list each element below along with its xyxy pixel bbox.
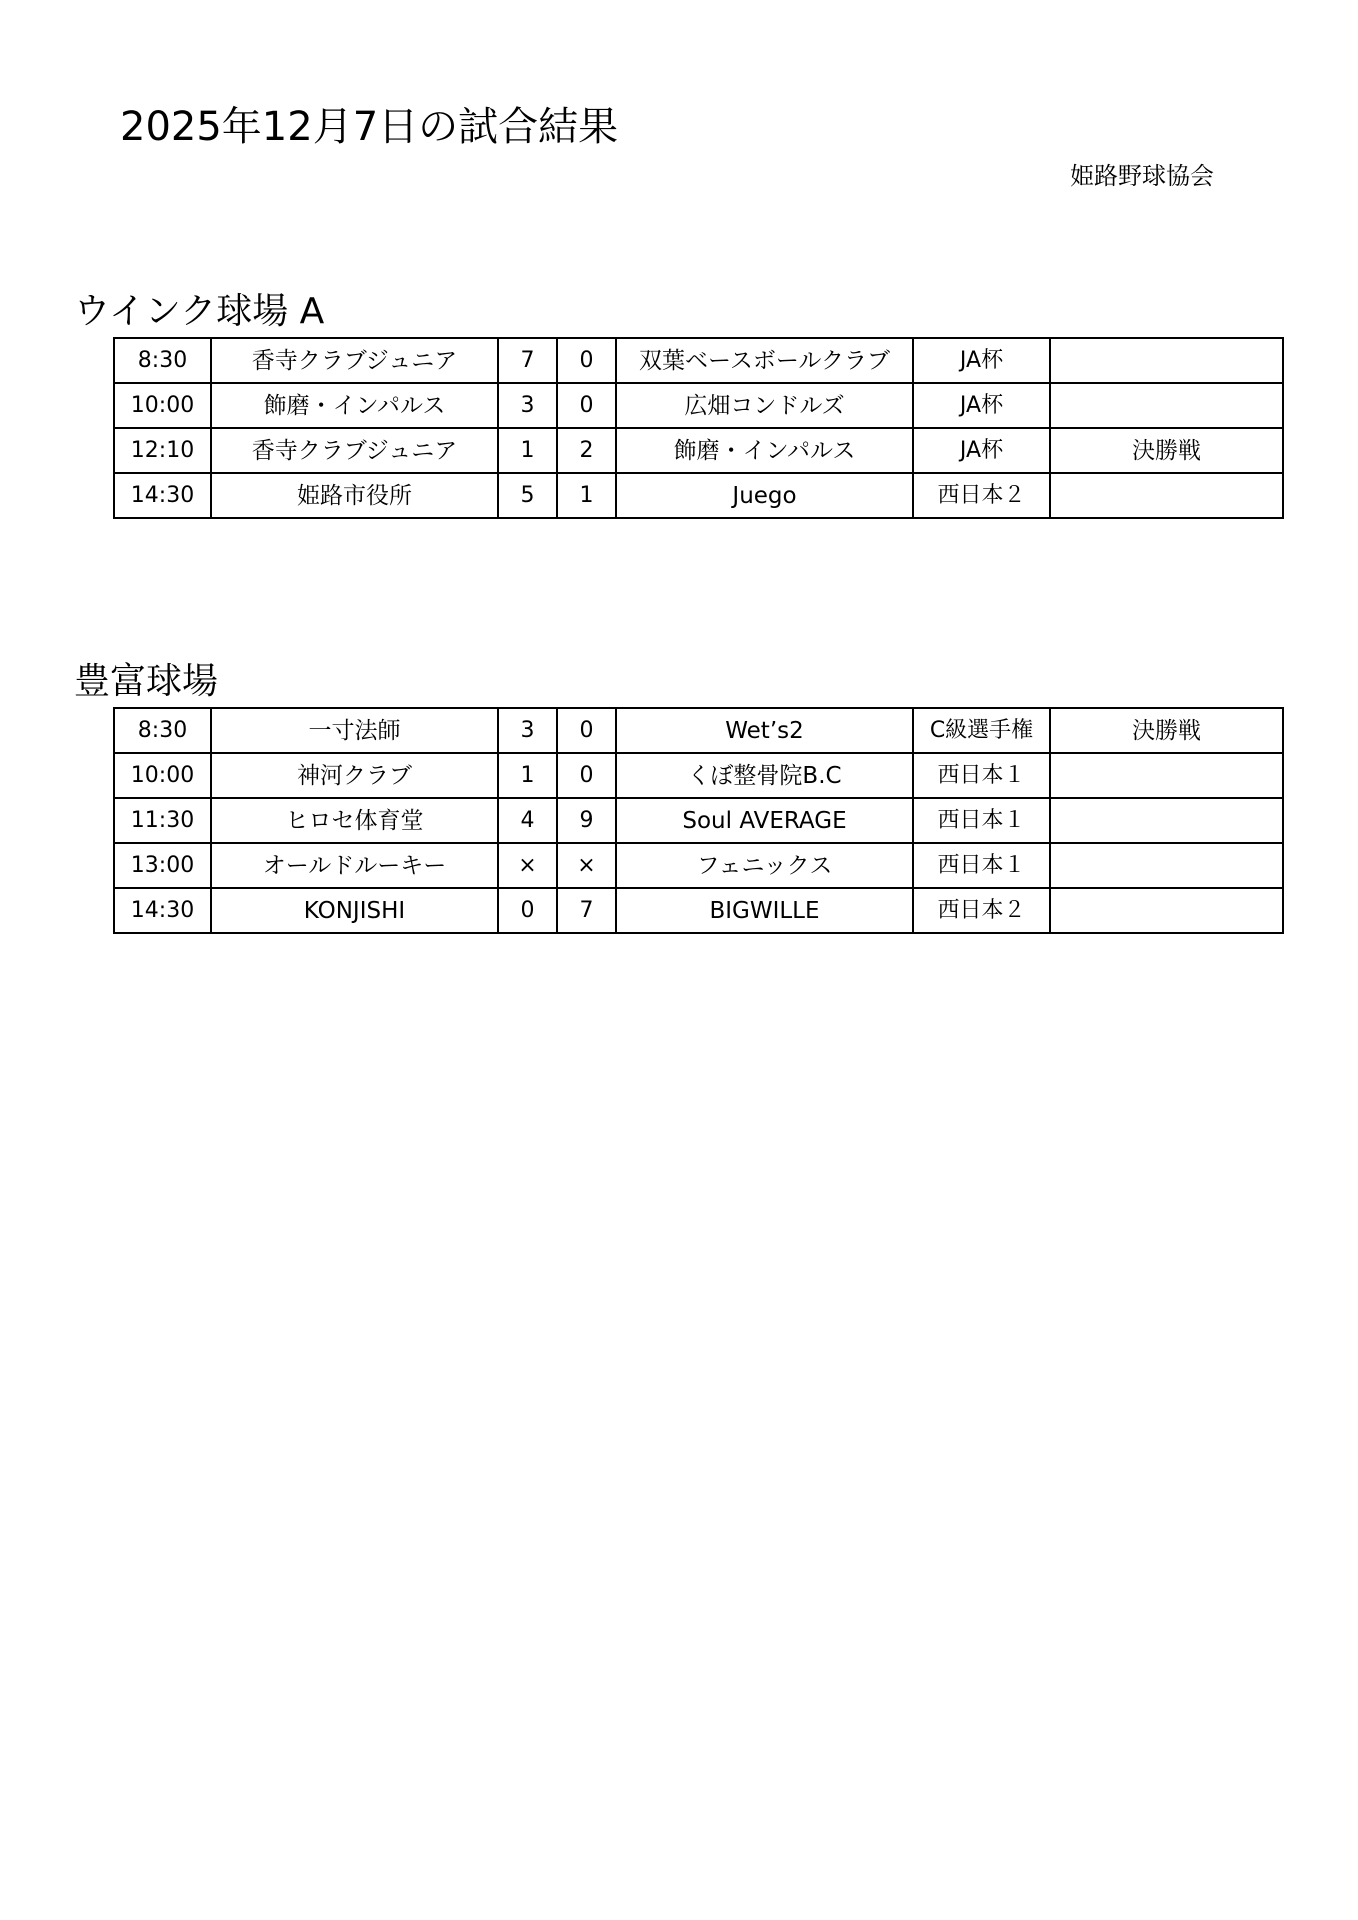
game-time: 10:00 bbox=[114, 753, 211, 798]
tournament: JA杯 bbox=[913, 338, 1050, 383]
game-note bbox=[1050, 843, 1283, 888]
home-team: KONJISHI bbox=[211, 888, 498, 933]
venue-title: ウインク球場 A bbox=[74, 291, 325, 332]
venue-title: 豊富球場 bbox=[74, 661, 219, 702]
game-time: 13:00 bbox=[114, 843, 211, 888]
game-note bbox=[1050, 888, 1283, 933]
away-score: 9 bbox=[557, 798, 616, 843]
home-team: 飾磨・インパルス bbox=[211, 383, 498, 428]
organization-name: 姫路野球協会 bbox=[1070, 162, 1214, 190]
home-team: 香寺クラブジュニア bbox=[211, 338, 498, 383]
home-team: 姫路市役所 bbox=[211, 473, 498, 518]
home-team: 一寸法師 bbox=[211, 708, 498, 753]
home-team: ヒロセ体育堂 bbox=[211, 798, 498, 843]
tournament: JA杯 bbox=[913, 383, 1050, 428]
tournament: 西日本２ bbox=[913, 888, 1050, 933]
game-note: 決勝戦 bbox=[1050, 708, 1283, 753]
game-note bbox=[1050, 473, 1283, 518]
tournament: C級選手権 bbox=[913, 708, 1050, 753]
away-score: 0 bbox=[557, 708, 616, 753]
tournament: 西日本１ bbox=[913, 753, 1050, 798]
game-note: 決勝戦 bbox=[1050, 428, 1283, 473]
table-row bbox=[114, 753, 1283, 798]
away-team: Wet’s2 bbox=[616, 708, 913, 753]
home-score: 0 bbox=[498, 888, 557, 933]
away-team: BIGWILLE bbox=[616, 888, 913, 933]
away-team: 飾磨・インパルス bbox=[616, 428, 913, 473]
table-row bbox=[114, 473, 1283, 518]
results-table bbox=[113, 337, 1284, 519]
home-score: 1 bbox=[498, 753, 557, 798]
table-row bbox=[114, 383, 1283, 428]
game-note bbox=[1050, 798, 1283, 843]
results-table bbox=[113, 707, 1284, 934]
table-row bbox=[114, 428, 1283, 473]
page-title: 2025年12月7日の試合結果 bbox=[120, 104, 619, 150]
home-score: 3 bbox=[498, 383, 557, 428]
away-score: × bbox=[557, 843, 616, 888]
table-row bbox=[114, 798, 1283, 843]
home-team: 神河クラブ bbox=[211, 753, 498, 798]
tournament: 西日本１ bbox=[913, 798, 1050, 843]
game-time: 11:30 bbox=[114, 798, 211, 843]
home-score: 5 bbox=[498, 473, 557, 518]
game-note bbox=[1050, 753, 1283, 798]
away-team: 広畑コンドルズ bbox=[616, 383, 913, 428]
home-score: 7 bbox=[498, 338, 557, 383]
game-note bbox=[1050, 383, 1283, 428]
away-score: 0 bbox=[557, 383, 616, 428]
home-team: オールドルーキー bbox=[211, 843, 498, 888]
away-score: 2 bbox=[557, 428, 616, 473]
game-time: 10:00 bbox=[114, 383, 211, 428]
tournament: JA杯 bbox=[913, 428, 1050, 473]
game-time: 14:30 bbox=[114, 473, 211, 518]
game-time: 12:10 bbox=[114, 428, 211, 473]
tournament: 西日本２ bbox=[913, 473, 1050, 518]
away-score: 0 bbox=[557, 753, 616, 798]
home-score: 4 bbox=[498, 798, 557, 843]
away-team: 双葉ベースボールクラブ bbox=[616, 338, 913, 383]
table-row bbox=[114, 338, 1283, 383]
tournament: 西日本１ bbox=[913, 843, 1050, 888]
game-time: 14:30 bbox=[114, 888, 211, 933]
table-row bbox=[114, 888, 1283, 933]
away-score: 0 bbox=[557, 338, 616, 383]
table-row bbox=[114, 708, 1283, 753]
away-score: 7 bbox=[557, 888, 616, 933]
game-time: 8:30 bbox=[114, 708, 211, 753]
away-team: Juego bbox=[616, 473, 913, 518]
home-score: 1 bbox=[498, 428, 557, 473]
game-note bbox=[1050, 338, 1283, 383]
home-score: 3 bbox=[498, 708, 557, 753]
table-row bbox=[114, 843, 1283, 888]
home-team: 香寺クラブジュニア bbox=[211, 428, 498, 473]
away-team: Soul AVERAGE bbox=[616, 798, 913, 843]
home-score: × bbox=[498, 843, 557, 888]
game-time: 8:30 bbox=[114, 338, 211, 383]
away-score: 1 bbox=[557, 473, 616, 518]
away-team: くぼ整骨院B.C bbox=[616, 753, 913, 798]
away-team: フェニックス bbox=[616, 843, 913, 888]
